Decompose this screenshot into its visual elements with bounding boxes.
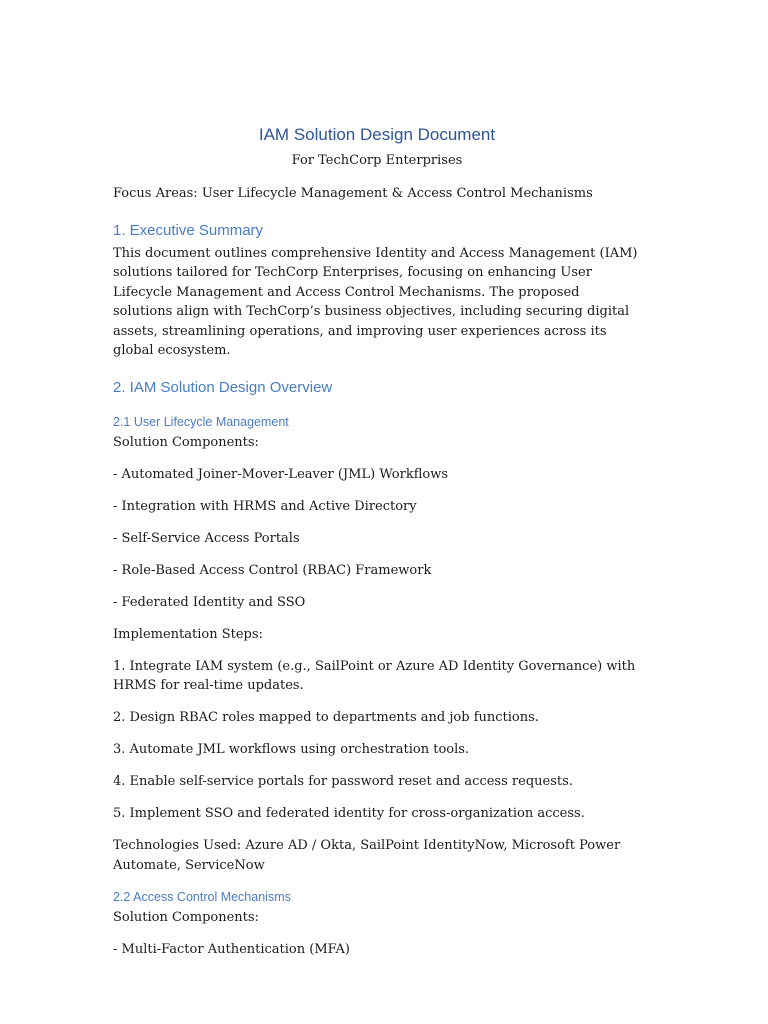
step-item: 5. Implement SSO and federated identity for cross-organization access. <box>113 806 585 821</box>
step-item: 3. Automate JML workflows using orchestration tools. <box>113 742 470 757</box>
section-heading-executive-summary: 1. Executive Summary <box>113 221 264 239</box>
list-item: - Multi-Factor Authentication (MFA) <box>113 941 350 957</box>
section-heading-solution-overview: 2. IAM Solution Design Overview <box>113 378 333 396</box>
list-item: - Self-Service Access Portals <box>113 530 300 546</box>
step-item: 2. Design RBAC roles mapped to departments and job functions. <box>113 710 539 725</box>
list-item: - Automated Joiner-Mover-Leaver (JML) Workflows <box>113 466 449 482</box>
steps-label: Implementation Steps: <box>113 626 263 642</box>
step-item: 4. Enable self-service portals for password reset and access requests. <box>113 774 573 789</box>
document-subtitle: For TechCorp Enterprises <box>291 153 463 168</box>
subsection-heading-user-lifecycle: 2.1 User Lifecycle Management <box>113 414 289 429</box>
components-label: Solution Components: <box>113 909 259 925</box>
executive-summary-body: This document outlines comprehensive Identity and Access Management (IAM) solutions tailored for TechCorp Enterprises, focusing on enhancing User Lifecycle Management and Access Control Mechanisms. The proposed solutions align with TechCorp’s business objectives, including securing digital assets, streamlining operations, and improving user experiences across its global ecosystem. <box>113 245 638 358</box>
list-item: - Federated Identity and SSO <box>113 594 306 610</box>
technologies-used: Technologies Used: Azure AD / Okta, SailPoint IdentityNow, Microsoft Power Automate, ServiceNow <box>113 838 621 873</box>
document-title: IAM Solution Design Document <box>258 125 496 144</box>
list-item: - Role-Based Access Control (RBAC) Framework <box>113 562 432 578</box>
subsection-heading-access-control: 2.2 Access Control Mechanisms <box>113 889 291 904</box>
document-page <box>113 122 641 972</box>
step-item: 1. Integrate IAM system (e.g., SailPoint or Azure AD Identity Governance) with HRMS for real-time updates. <box>113 658 636 693</box>
list-item: - Integration with HRMS and Active Directory <box>113 498 417 514</box>
focus-areas: Focus Areas: User Lifecycle Management & Access Control Mechanisms <box>113 186 593 201</box>
components-label: Solution Components: <box>113 434 259 450</box>
